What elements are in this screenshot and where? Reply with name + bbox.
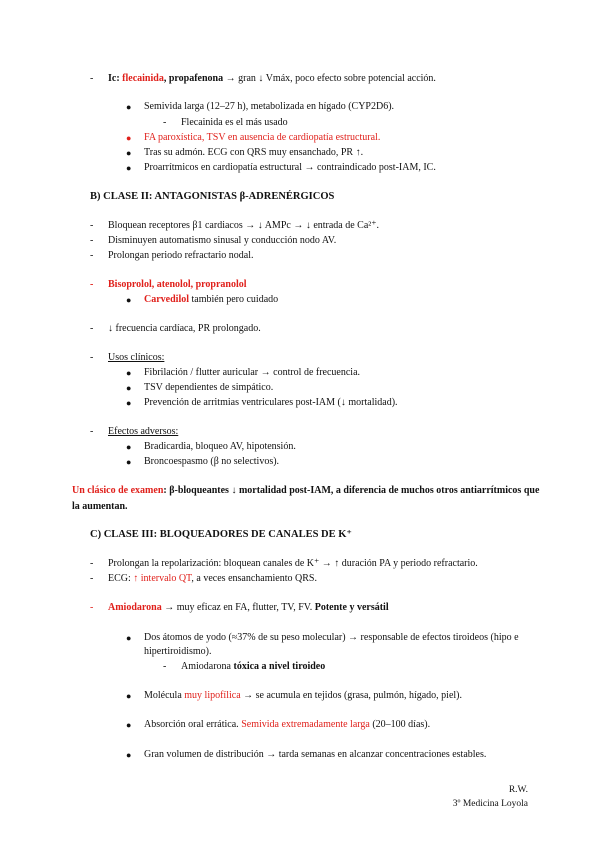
bullet-icon: ● [126, 163, 132, 173]
bullet-icon: ● [126, 750, 132, 760]
section-heading-class-ii: B) CLASE II: ANTAGONISTAS β-ADRENÉRGICOS [90, 191, 335, 202]
bullet-icon: ● [126, 398, 132, 408]
dash-bullet: - [163, 117, 167, 128]
dash-bullet: - [90, 73, 94, 84]
dash-bullet: - [90, 250, 94, 261]
document-page: - Ic: flecainida, propafenona → gran ↓ Vmáx, poco efecto sobre potencial acción. ● Semivida larga (12–27 h), metabolizada en hígado (CYP2D6). - Flecainida es el más usado ● FA paroxística, TSV en ausencia de cardiopatía estructural. ● Tras su admón. ECG con QRS muy ensanchado, PR ↑. ● Proarrítmicos en cardiopatía estructural → contraindicado post-IAM, IC. B) CLASE II: ANTAGONISTAS β-ADRENÉRGICOS - Bloquean receptores β1 cardiacos → ↓ AMPc → ↓ entrada de Ca²⁺. - Disminuyen automatismo sinusal y conducción nodo AV. - Prolongan periodo refractario nodal. - Bisoprolol, atenolol, propranolol ● Carvedilol también pero cuidado - ↓ frecuencia cardíaca, PR prolongado. - Usos clínicos: ● Fibrilación / flutter auricular → control de frecuencia. ● TSV dependientes de simpático. ● Prevención de arritmias ventriculares post-IAM (↓ mortalidad). - Efectos adversos: ● Bradicardia, bloqueo AV, hipotensión. ● Broncoespasmo (β no selectivos). Un clásico de examen: β-bloqueantes ↓ mortalidad post-IAM, a diferencia de muchos otros antiarrítmicos que la aumentan. C) CLASE III: BLOQUEADORES DE CANALES DE K⁺ - Prolongan la repolarización: bloquean canales de K⁺ → ↑ duración PA y periodo refractario. - ECG: ↑ intervalo QT, a veces ensanchamiento QRS. - Amiodarona → muy eficaz en FA, flutter, TV, FV. Potente y versátil ● Dos átomos de yodo (≈37% de su peso molecular) → responsable de efectos tiroideos (hipo e hipertiroidismo). - Amiodarona tóxica a nivel tiroideo ● Molécula muy lipofílica → se acumula en tejidos (grasa, pulmón, hígado, piel). ● Absorción oral errática. Semivida extremadamente larga (20–100 días). ● Gran volumen de distribución → tarda semanas en alcanzar concentraciones estables. R.W. 3º Medicina Loyola [0, 0, 600, 848]
qt-interval-highlight: ↑ intervalo QT [133, 573, 192, 584]
drug-amiodarona: Amiodarona [108, 602, 162, 613]
dash-bullet: - [90, 426, 94, 437]
section-heading-class-iii: C) CLASE III: BLOQUEADORES DE CANALES DE K⁺ [90, 529, 352, 540]
drug-propafenona: propafenona [168, 73, 224, 84]
dash-bullet: - [90, 279, 94, 290]
dash-bullet: - [90, 352, 94, 363]
dash-bullet: - [90, 220, 94, 231]
dash-bullet: - [163, 661, 167, 672]
bullet-icon: ● [126, 148, 132, 158]
bullet-icon: ● [126, 133, 132, 143]
exam-note: Un clásico de examen: β-bloqueantes ↓ mortalidad post-IAM, a diferencia de muchos otros antiarrítmicos que la aumentan. [72, 485, 540, 512]
bullet-icon: ● [126, 368, 132, 378]
bullet-icon: ● [126, 442, 132, 452]
bullet-icon: ● [126, 691, 132, 701]
dash-bullet: - [90, 558, 94, 569]
drug-flecainida: flecainida [122, 73, 164, 84]
ic-label: Ic: [108, 73, 120, 84]
dash-bullet: - [90, 573, 94, 584]
bullet-icon: ● [126, 383, 132, 393]
bullet-icon: ● [126, 102, 132, 112]
drug-carvedilol: Carvedilol [144, 294, 189, 305]
bullet-icon: ● [126, 457, 132, 467]
dash-bullet: - [90, 323, 94, 334]
ic-description: → gran ↓ Vmáx, poco efecto sobre potencial acción. [225, 73, 436, 84]
footer-course: 3º Medicina Loyola [452, 799, 528, 809]
bullet-icon: ● [126, 720, 132, 730]
bullet-icon: ● [126, 295, 132, 305]
exam-note-highlight: Un clásico de examen [72, 485, 164, 496]
dash-bullet: - [90, 235, 94, 246]
bullet-icon: ● [126, 633, 132, 643]
footer-author: R.W. [508, 785, 528, 795]
dash-bullet: - [90, 602, 94, 613]
footer [453, 783, 528, 811]
